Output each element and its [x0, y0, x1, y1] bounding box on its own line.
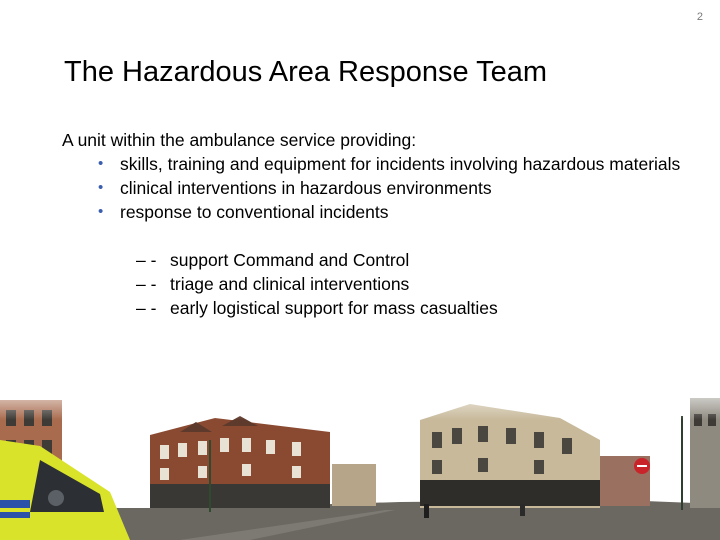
- sub-text: support Command and Control: [170, 250, 410, 270]
- bullet-icon: •: [98, 203, 104, 220]
- bullet-item: [62, 152, 682, 176]
- bullet-text: response to conventional incidents: [120, 202, 389, 222]
- sub-list: [62, 248, 682, 320]
- sub-item: [62, 248, 682, 272]
- bullet-item: [62, 200, 682, 224]
- page-number: 2: [696, 11, 703, 23]
- bullet-list: [62, 152, 682, 224]
- sub-text: triage and clinical interventions: [170, 274, 410, 294]
- sub-marker: – -: [136, 250, 157, 270]
- slide-title: The Hazardous Area Response Team: [64, 56, 548, 88]
- intro-text: A unit within the ambulance service providing:: [62, 130, 417, 150]
- sub-marker: – -: [136, 274, 157, 294]
- bullet-icon: •: [98, 155, 104, 172]
- sub-item: [62, 296, 682, 320]
- sub-text: early logistical support for mass casualties: [170, 298, 498, 318]
- street-panorama-image: [0, 380, 720, 540]
- sub-marker: – -: [136, 298, 157, 318]
- bullet-text: clinical interventions in hazardous environments: [120, 178, 492, 198]
- bullet-icon: •: [98, 179, 104, 196]
- sub-item: [62, 272, 682, 296]
- bullet-text: skills, training and equipment for incidents involving hazardous materials: [120, 154, 681, 174]
- bullet-item: [62, 176, 682, 200]
- slide-body: [62, 128, 682, 320]
